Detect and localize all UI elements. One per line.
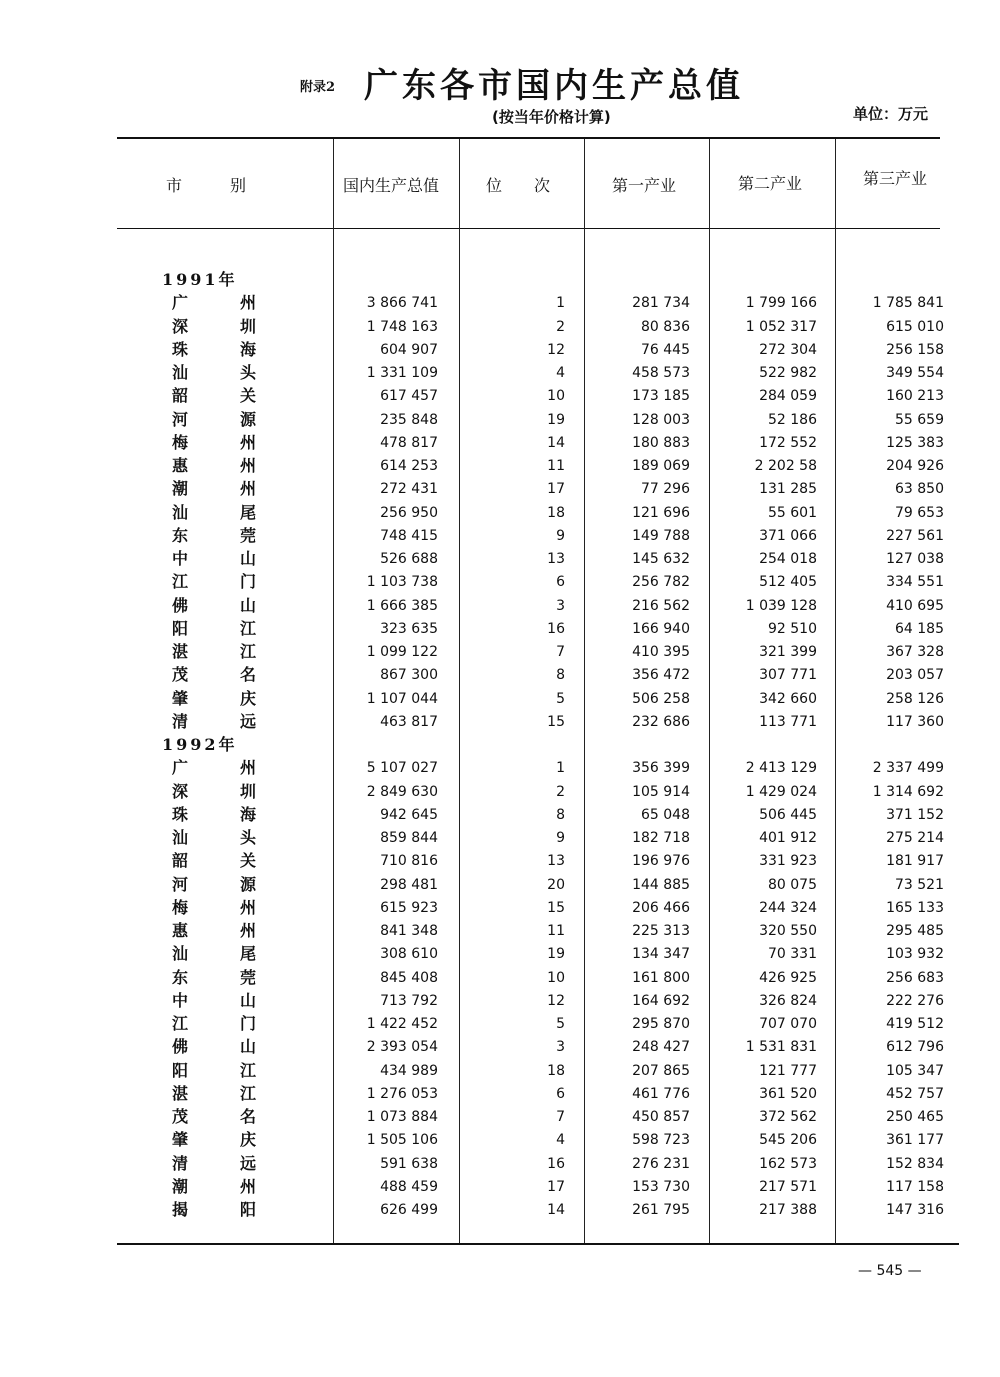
city-name: 深圳	[172, 316, 309, 336]
rank-value: 15	[547, 899, 565, 916]
city-name: 肇庆	[172, 688, 309, 708]
tertiary-value: 147 316	[886, 1202, 944, 1218]
secondary-value: 307 771	[759, 667, 817, 684]
tertiary-value: 361 177	[886, 1132, 944, 1149]
gdp-value: 841 348	[380, 923, 438, 939]
primary-value: 458 573	[632, 365, 690, 381]
table-row	[0, 1198, 1000, 1221]
city-name: 湛江	[172, 642, 309, 661]
tertiary-value: 410 695	[886, 597, 944, 614]
rank-value: 19	[547, 946, 565, 963]
city-name: 佛山	[172, 595, 309, 615]
table-row	[0, 1059, 1000, 1082]
tertiary-value: 334 551	[886, 574, 944, 591]
secondary-value: 121 777	[759, 1062, 817, 1079]
gdp-value: 235 848	[380, 411, 438, 428]
city-name: 河源	[172, 409, 309, 429]
tertiary-value: 117 360	[886, 713, 944, 730]
tertiary-value: 160 213	[886, 388, 944, 405]
tertiary-value: 55 659	[895, 411, 944, 428]
table-row	[0, 1128, 1000, 1151]
tertiary-value: 612 796	[886, 1039, 944, 1056]
table-row	[0, 663, 1000, 686]
gdp-value: 3 866 741	[366, 295, 438, 312]
primary-value: 356 472	[632, 667, 690, 684]
rank-value: 7	[556, 644, 565, 660]
primary-value: 144 885	[632, 876, 690, 893]
gdp-value: 604 907	[380, 341, 438, 358]
rank-value: 3	[556, 1039, 565, 1056]
tertiary-value: 152 834	[886, 1155, 944, 1172]
secondary-value: 217 388	[759, 1202, 817, 1218]
secondary-value: 254 018	[759, 551, 817, 567]
rank-value: 4	[556, 1132, 565, 1149]
tertiary-value: 165 133	[886, 899, 944, 916]
secondary-value: 172 552	[759, 434, 817, 451]
table-row	[0, 803, 1000, 826]
primary-value: 450 857	[632, 1109, 690, 1125]
tertiary-value: 1 785 841	[872, 295, 944, 312]
table-row	[0, 594, 1000, 617]
secondary-value: 113 771	[759, 713, 817, 730]
year-row	[0, 268, 1000, 291]
rank-value: 10	[547, 388, 565, 405]
secondary-value: 1 052 317	[745, 318, 817, 335]
gdp-value: 323 635	[380, 620, 438, 637]
gdp-value: 1 422 452	[366, 1016, 438, 1032]
table-row	[0, 547, 1000, 570]
table-row	[0, 849, 1000, 872]
rank-value: 3	[556, 597, 565, 614]
secondary-value: 55 601	[768, 504, 817, 521]
tertiary-value: 127 038	[886, 551, 944, 567]
city-name: 阳江	[172, 1060, 309, 1080]
gdp-value: 256 950	[380, 504, 438, 521]
gdp-value: 1 099 122	[366, 644, 438, 660]
city-name: 湛江	[172, 1083, 309, 1103]
table-row	[0, 780, 1000, 803]
table-row	[0, 710, 1000, 733]
appendix-label: 附录2	[300, 80, 336, 95]
table-row	[0, 291, 1000, 314]
secondary-value: 426 925	[759, 969, 817, 986]
secondary-value: 1 429 024	[745, 783, 817, 800]
primary-value: 276 231	[632, 1155, 690, 1172]
year-label: 1992年	[162, 735, 238, 754]
gdp-value: 942 645	[380, 806, 438, 823]
primary-value: 164 692	[632, 992, 690, 1009]
tertiary-value: 105 347	[886, 1062, 944, 1079]
gdp-value: 272 431	[380, 481, 438, 498]
primary-value: 256 782	[632, 574, 690, 591]
table-row	[0, 1175, 1000, 1198]
rank-value: 2	[556, 318, 565, 335]
secondary-value: 1 039 128	[745, 597, 817, 614]
primary-value: 161 800	[632, 969, 690, 986]
subtitle: (按当年价格计算)	[492, 108, 611, 126]
rank-value: 20	[547, 876, 565, 893]
gdp-value: 626 499	[380, 1202, 438, 1218]
tertiary-value: 452 757	[886, 1085, 944, 1102]
secondary-value: 545 206	[759, 1132, 817, 1149]
table-row	[0, 1012, 1000, 1035]
rank-value: 13	[547, 853, 565, 870]
gdp-value: 2 849 630	[366, 783, 438, 800]
city-name: 茂名	[172, 665, 309, 685]
tertiary-value: 103 932	[886, 946, 944, 963]
rank-value: 18	[547, 504, 565, 521]
primary-value: 598 723	[632, 1132, 690, 1149]
table-row	[0, 338, 1000, 361]
rank-value: 9	[556, 830, 565, 846]
tertiary-value: 73 521	[895, 876, 944, 893]
primary-value: 65 048	[641, 806, 690, 823]
city-name: 东莞	[172, 967, 309, 987]
table-row	[0, 1082, 1000, 1105]
city-name: 深圳	[172, 781, 309, 801]
gdp-value: 591 638	[380, 1155, 438, 1172]
primary-value: 180 883	[632, 434, 690, 451]
city-name: 汕尾	[172, 944, 309, 964]
gdp-value: 2 393 054	[366, 1039, 438, 1056]
gdp-value: 308 610	[380, 946, 438, 963]
rank-value: 11	[547, 923, 565, 939]
rank-value: 14	[547, 434, 565, 451]
city-name: 潮州	[172, 479, 309, 499]
title-block	[300, 58, 760, 104]
tertiary-value: 371 152	[886, 806, 944, 823]
city-name: 汕尾	[172, 502, 309, 522]
table-top-rule	[117, 137, 940, 139]
gdp-value: 859 844	[380, 830, 438, 846]
city-name: 广州	[172, 293, 309, 313]
secondary-value: 80 075	[768, 876, 817, 893]
primary-value: 248 427	[632, 1039, 690, 1056]
rank-value: 15	[547, 713, 565, 730]
gdp-value: 478 817	[380, 434, 438, 451]
table-row	[0, 896, 1000, 919]
rank-value: 1	[556, 760, 565, 777]
primary-value: 76 445	[641, 341, 690, 358]
tertiary-value: 125 383	[886, 434, 944, 451]
gdp-value: 5 107 027	[366, 760, 438, 777]
gdp-value: 1 073 884	[366, 1109, 438, 1125]
rank-value: 5	[556, 1016, 565, 1032]
primary-value: 207 865	[632, 1062, 690, 1079]
gdp-value: 867 300	[380, 667, 438, 684]
primary-value: 128 003	[632, 411, 690, 428]
city-name: 河源	[172, 874, 309, 894]
table-row	[0, 1105, 1000, 1128]
rank-value: 17	[547, 1178, 565, 1195]
primary-value: 105 914	[632, 783, 690, 800]
primary-value: 173 185	[632, 388, 690, 405]
primary-value: 410 395	[632, 644, 690, 660]
primary-value: 461 776	[632, 1085, 690, 1102]
tertiary-value: 258 126	[886, 690, 944, 707]
rank-value: 12	[547, 341, 565, 358]
rank-value: 16	[547, 620, 565, 637]
page-title: 广东各市国内生产总值	[364, 66, 744, 106]
tertiary-value: 2 337 499	[872, 760, 944, 777]
table-row	[0, 640, 1000, 663]
table-row	[0, 919, 1000, 942]
table-row	[0, 617, 1000, 640]
city-name: 珠海	[172, 804, 309, 824]
gdp-value: 1 505 106	[366, 1132, 438, 1149]
secondary-value: 506 445	[759, 806, 817, 823]
gdp-value: 617 457	[380, 388, 438, 405]
tertiary-value: 64 185	[895, 620, 944, 637]
primary-value: 206 466	[632, 899, 690, 916]
column-header-rank: 位 次	[486, 176, 551, 195]
table-row	[0, 408, 1000, 431]
tertiary-value: 250 465	[886, 1109, 944, 1125]
primary-value: 225 313	[632, 923, 690, 939]
rank-value: 6	[556, 1085, 565, 1102]
secondary-value: 284 059	[759, 388, 817, 405]
tertiary-value: 117 158	[886, 1178, 944, 1195]
tertiary-value: 63 850	[895, 481, 944, 498]
secondary-value: 52 186	[768, 411, 817, 428]
rank-value: 10	[547, 969, 565, 986]
city-name: 清远	[172, 711, 309, 731]
city-name: 江门	[172, 572, 309, 592]
tertiary-value: 367 328	[886, 644, 944, 660]
tertiary-value: 295 485	[886, 923, 944, 939]
table-bottom-rule	[117, 1243, 959, 1245]
secondary-value: 401 912	[759, 830, 817, 846]
primary-value: 189 069	[632, 458, 690, 474]
city-name: 汕头	[172, 828, 309, 847]
gdp-value: 710 816	[380, 853, 438, 870]
rank-value: 11	[547, 458, 565, 474]
city-name: 中山	[172, 549, 309, 568]
secondary-value: 320 550	[759, 923, 817, 939]
table-row	[0, 570, 1000, 593]
secondary-value: 2 413 129	[745, 760, 817, 777]
primary-value: 77 296	[641, 481, 690, 498]
primary-value: 145 632	[632, 551, 690, 567]
table-row	[0, 477, 1000, 500]
rank-value: 4	[556, 365, 565, 381]
city-name: 韶关	[172, 386, 309, 406]
tertiary-value: 256 683	[886, 969, 944, 986]
city-name: 肇庆	[172, 1130, 309, 1150]
city-name: 佛山	[172, 1037, 309, 1057]
city-name: 珠海	[172, 339, 309, 359]
table-row	[0, 1035, 1000, 1058]
table-body	[0, 268, 1000, 1221]
gdp-value: 614 253	[380, 458, 438, 474]
unit-label: 单位：万元	[853, 105, 929, 123]
gdp-value: 434 989	[380, 1062, 438, 1079]
primary-value: 182 718	[632, 830, 690, 846]
primary-value: 134 347	[632, 946, 690, 963]
city-name: 茂名	[172, 1107, 309, 1126]
tertiary-value: 181 917	[886, 853, 944, 870]
gdp-value: 1 748 163	[366, 318, 438, 335]
city-name: 广州	[172, 758, 309, 778]
secondary-value: 372 562	[759, 1109, 817, 1125]
primary-value: 506 258	[632, 690, 690, 707]
tertiary-value: 615 010	[886, 318, 944, 335]
rank-value: 18	[547, 1062, 565, 1079]
table-row	[0, 1152, 1000, 1175]
tertiary-value: 222 276	[886, 992, 944, 1009]
table-row	[0, 826, 1000, 849]
gdp-value: 1 107 044	[366, 690, 438, 707]
secondary-value: 70 331	[768, 946, 817, 963]
rank-value: 9	[556, 527, 565, 544]
gdp-value: 1 103 738	[366, 574, 438, 591]
primary-value: 295 870	[632, 1016, 690, 1032]
column-header-secondary: 第二产业	[738, 174, 803, 193]
table-row	[0, 501, 1000, 524]
rank-value: 2	[556, 783, 565, 800]
column-header-tertiary: 第三产业	[863, 169, 928, 188]
gdp-value: 713 792	[380, 992, 438, 1009]
secondary-value: 162 573	[759, 1155, 817, 1172]
table-row	[0, 756, 1000, 779]
city-name: 东莞	[172, 525, 309, 545]
primary-value: 166 940	[632, 620, 690, 637]
gdp-value: 463 817	[380, 713, 438, 730]
gdp-value: 1 331 109	[366, 365, 438, 381]
secondary-value: 1 799 166	[745, 295, 817, 312]
secondary-value: 512 405	[759, 574, 817, 591]
column-header-primary: 第一产业	[612, 176, 677, 195]
primary-value: 153 730	[632, 1178, 690, 1195]
secondary-value: 342 660	[759, 690, 817, 707]
rank-value: 1	[556, 295, 565, 312]
gdp-value: 845 408	[380, 969, 438, 986]
tertiary-value: 419 512	[886, 1016, 944, 1032]
city-name: 梅州	[172, 432, 309, 452]
rank-value: 5	[556, 690, 565, 707]
gdp-value: 748 415	[380, 527, 438, 544]
rank-value: 17	[547, 481, 565, 498]
primary-value: 261 795	[632, 1202, 690, 1218]
secondary-value: 131 285	[759, 481, 817, 498]
table-row	[0, 687, 1000, 710]
primary-value: 216 562	[632, 597, 690, 614]
table-row	[0, 989, 1000, 1012]
table-row	[0, 454, 1000, 477]
tertiary-value: 203 057	[886, 667, 944, 684]
city-name: 韶关	[172, 851, 309, 871]
tertiary-value: 79 653	[895, 504, 944, 521]
tertiary-value: 256 158	[886, 341, 944, 358]
table-row	[0, 431, 1000, 454]
city-name: 江门	[172, 1014, 309, 1033]
secondary-value: 272 304	[759, 341, 817, 358]
tertiary-value: 204 926	[886, 458, 944, 474]
primary-value: 281 734	[632, 295, 690, 312]
primary-value: 80 836	[641, 318, 690, 335]
primary-value: 196 976	[632, 853, 690, 870]
primary-value: 121 696	[632, 504, 690, 521]
year-label: 1991年	[162, 270, 238, 289]
rank-value: 6	[556, 574, 565, 591]
city-name: 潮州	[172, 1176, 309, 1196]
primary-value: 232 686	[632, 713, 690, 730]
table-row	[0, 524, 1000, 547]
secondary-value: 2 202 58	[754, 458, 817, 474]
primary-value: 356 399	[632, 760, 690, 777]
gdp-value: 526 688	[380, 551, 438, 567]
table-row	[0, 966, 1000, 989]
column-header-city: 市 别	[166, 176, 247, 195]
tertiary-value: 1 314 692	[872, 783, 944, 800]
primary-value: 149 788	[632, 527, 690, 544]
secondary-value: 522 982	[759, 365, 817, 381]
table-row	[0, 942, 1000, 965]
header-bottom-rule	[117, 228, 940, 229]
rank-value: 13	[547, 551, 565, 567]
city-name: 中山	[172, 990, 309, 1010]
tertiary-value: 349 554	[886, 365, 944, 381]
secondary-value: 326 824	[759, 992, 817, 1009]
city-name: 惠州	[172, 921, 309, 940]
gdp-value: 1 666 385	[366, 597, 438, 614]
rank-value: 14	[547, 1202, 565, 1218]
secondary-value: 361 520	[759, 1085, 817, 1102]
secondary-value: 707 070	[759, 1016, 817, 1032]
city-name: 惠州	[172, 456, 309, 475]
rank-value: 12	[547, 992, 565, 1009]
table-row	[0, 384, 1000, 407]
gdp-value: 488 459	[380, 1178, 438, 1195]
city-name: 阳江	[172, 618, 309, 638]
city-name: 揭阳	[172, 1200, 309, 1219]
tertiary-value: 227 561	[886, 527, 944, 544]
tertiary-value: 275 214	[886, 830, 944, 846]
secondary-value: 244 324	[759, 899, 817, 916]
page-number: — 545 —	[858, 1263, 922, 1279]
secondary-value: 321 399	[759, 644, 817, 660]
table-row	[0, 315, 1000, 338]
rank-value: 19	[547, 411, 565, 428]
secondary-value: 371 066	[759, 527, 817, 544]
secondary-value: 1 531 831	[745, 1039, 817, 1056]
rank-value: 7	[556, 1109, 565, 1125]
rank-value: 8	[556, 667, 565, 684]
gdp-value: 615 923	[380, 899, 438, 916]
gdp-value: 1 276 053	[366, 1085, 438, 1102]
rank-value: 16	[547, 1155, 565, 1172]
table-row	[0, 873, 1000, 896]
year-row	[0, 733, 1000, 756]
rank-value: 8	[556, 806, 565, 823]
city-name: 梅州	[172, 897, 309, 917]
secondary-value: 92 510	[768, 620, 817, 637]
city-name: 清远	[172, 1153, 309, 1173]
table-row	[0, 361, 1000, 384]
city-name: 汕头	[172, 363, 309, 382]
column-header-gdp: 国内生产总值	[343, 176, 440, 195]
gdp-value: 298 481	[380, 876, 438, 893]
secondary-value: 331 923	[759, 853, 817, 870]
secondary-value: 217 571	[759, 1178, 817, 1195]
